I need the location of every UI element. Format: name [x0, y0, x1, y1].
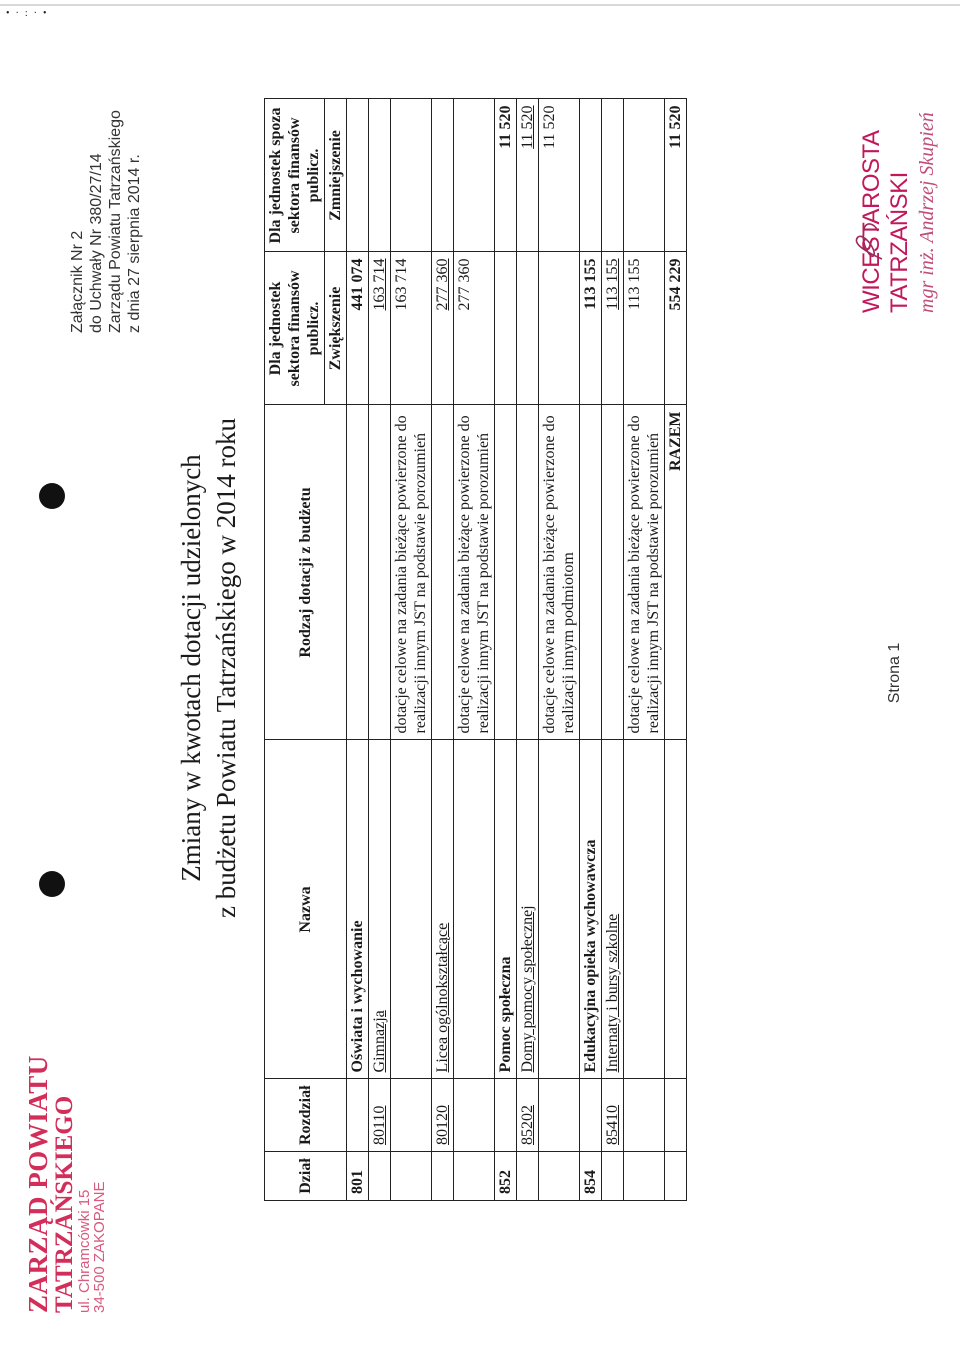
- cell-zwiekszenie: 113 155: [602, 252, 624, 405]
- cell-zmniejszenie: [454, 99, 495, 252]
- cell-rodzaj: [602, 405, 624, 740]
- total-zwiekszenie: 554 229: [665, 252, 687, 405]
- table-row: [602, 99, 624, 1201]
- cell-zmniejszenie: [369, 99, 391, 252]
- header-row-1: [265, 99, 325, 1201]
- cell-zmniejszenie: 11 520: [495, 99, 517, 252]
- cell-nazwa: [391, 740, 432, 1079]
- header-rodzaj: Rodzaj dotacji z budżetu: [265, 405, 347, 740]
- cell-dzial: [602, 1152, 624, 1201]
- cell-dzial: [454, 1152, 495, 1201]
- table-row: [580, 99, 602, 1201]
- cell-zmniejszenie: 11 520: [539, 99, 580, 252]
- table-row: [624, 99, 665, 1201]
- cell-rozdzial: [624, 1079, 665, 1152]
- document-title-line-1: Zmiany w kwotach dotacji udzielonych: [176, 454, 206, 882]
- table-row: [517, 99, 539, 1201]
- cell-rozdzial: 85410: [602, 1079, 624, 1152]
- cell-dzial: 854: [580, 1152, 602, 1201]
- cell-rozdzial: [580, 1079, 602, 1152]
- cell-zwiekszenie: 113 155: [624, 252, 665, 405]
- cell-rozdzial: [665, 1079, 687, 1152]
- header-zwiekszenie: Zwiększenie: [325, 252, 347, 405]
- table-row: [539, 99, 580, 1201]
- cell-nazwa: [624, 740, 665, 1079]
- header-rozdzial: Rozdział: [265, 1079, 347, 1152]
- cell-nazwa: Pomoc społeczna: [495, 740, 517, 1079]
- total-label: RAZEM: [665, 405, 687, 740]
- cell-nazwa: [665, 740, 687, 1079]
- table-row: [347, 99, 369, 1201]
- cell-dzial: 801: [347, 1152, 369, 1201]
- cell-rozdzial: 80120: [432, 1079, 454, 1152]
- cell-zwiekszenie: 163 714: [391, 252, 432, 405]
- cell-rodzaj: dotacje celowe na zadania bieżące powierzone do realizacji innym JST na podstawie porozumień: [624, 405, 665, 740]
- cell-rodzaj: [517, 405, 539, 740]
- cell-zwiekszenie: 163 714: [369, 252, 391, 405]
- table-row: [495, 99, 517, 1201]
- cell-zwiekszenie: [495, 252, 517, 405]
- cell-rozdzial: 80110: [369, 1079, 391, 1152]
- cell-nazwa: Edukacyjna opieka wychowawcza: [580, 740, 602, 1079]
- table-row: [369, 99, 391, 1201]
- cell-dzial: [624, 1152, 665, 1201]
- cell-rodzaj: [432, 405, 454, 740]
- document-title-line-2: z budżetu Powiatu Tatrzańskiego w 2014 roku: [211, 418, 241, 919]
- annex-reference: [68, 110, 144, 333]
- header-sektor: Dla jednostek sektora finansów publicz.: [265, 252, 325, 405]
- cell-zwiekszenie: [517, 252, 539, 405]
- signature-title: WICESTAROSTA TATRZAŃSKI: [858, 131, 913, 313]
- grants-table: [264, 98, 687, 1201]
- cell-nazwa: [539, 740, 580, 1079]
- cell-rozdzial: 85202: [517, 1079, 539, 1152]
- table-row: [391, 99, 432, 1201]
- office-stamp: [25, 1055, 107, 1313]
- cell-rodzaj: dotacje celowe na zadania bieżące powierzone do realizacji innym JST na podstawie porozumień: [454, 405, 495, 740]
- cell-rozdzial: [454, 1079, 495, 1152]
- annex-line-4: z dnia 27 sierpnia 2014 r.: [126, 154, 143, 333]
- header-zmniejszenie: Zmniejszenie: [325, 99, 347, 252]
- cell-rodzaj: dotacje celowe na zadania bieżące powierzone do realizacji innym podmiotom: [539, 405, 580, 740]
- signature-name: mgr inż. Andrzej Skupień: [916, 112, 938, 313]
- cell-zmniejszenie: [391, 99, 432, 252]
- cell-rozdzial: [391, 1079, 432, 1152]
- cell-rodzaj: [347, 405, 369, 740]
- header-nazwa: Nazwa: [265, 740, 347, 1079]
- cell-zwiekszenie: 277 360: [432, 252, 454, 405]
- cell-nazwa: Licea ogólnokształcące: [432, 740, 454, 1079]
- cell-zwiekszenie: 113 155: [580, 252, 602, 405]
- table-row: [454, 99, 495, 1201]
- handwritten-signature: [844, 201, 894, 321]
- annex-line-1: Załącznik Nr 2: [69, 230, 86, 333]
- cell-dzial: [391, 1152, 432, 1201]
- cell-dzial: [369, 1152, 391, 1201]
- cell-zwiekszenie: 441 074: [347, 252, 369, 405]
- total-row: [665, 99, 687, 1201]
- cell-zmniejszenie: [432, 99, 454, 252]
- cell-rodzaj: dotacje celowe na zadania bieżące powierzone do realizacji innym JST na podstawie porozumień: [391, 405, 432, 740]
- cell-nazwa: [454, 740, 495, 1079]
- cell-zmniejszenie: [624, 99, 665, 252]
- cell-dzial: 852: [495, 1152, 517, 1201]
- cell-zmniejszenie: [347, 99, 369, 252]
- table-row: [432, 99, 454, 1201]
- cell-nazwa: Internaty i bursy szkolne: [602, 740, 624, 1079]
- cell-rozdzial: [539, 1079, 580, 1152]
- header-dzial: Dział: [265, 1152, 347, 1201]
- stamp-line-1: ZARZĄD POWIATU: [23, 1055, 53, 1313]
- cell-rozdzial: [347, 1079, 369, 1152]
- cell-zmniejszenie: [580, 99, 602, 252]
- header-poza-sektorem: Dla jednostek spoza sektora finansów publicz.: [265, 99, 325, 252]
- cell-rodzaj: [369, 405, 391, 740]
- stamp-line-3: ul. Chramcówki 15: [76, 1189, 93, 1313]
- annex-line-3: Zarządu Powiatu Tatrzańskiego: [107, 110, 124, 333]
- total-zmniejszenie: 11 520: [665, 99, 687, 252]
- cell-dzial: [517, 1152, 539, 1201]
- cell-zwiekszenie: [539, 252, 580, 405]
- cell-zmniejszenie: [602, 99, 624, 252]
- cell-dzial: [432, 1152, 454, 1201]
- cell-rodzaj: [495, 405, 517, 740]
- cell-nazwa: Gimnazja: [369, 740, 391, 1079]
- page-number: Strona 1: [886, 642, 903, 704]
- cell-nazwa: Oświata i wychowanie: [347, 740, 369, 1079]
- cell-rozdzial: [495, 1079, 517, 1152]
- scan-specks: •·:·•: [6, 8, 53, 19]
- cell-dzial: [665, 1152, 687, 1201]
- stamp-line-4: 34-500 ZAKOPANE: [91, 1181, 108, 1313]
- cell-nazwa: Domy pomocy społecznej: [517, 740, 539, 1079]
- cell-zmniejszenie: 11 520: [517, 99, 539, 252]
- stamp-line-2: TATRZAŃSKIEGO: [51, 1095, 78, 1313]
- cell-zwiekszenie: 277 360: [454, 252, 495, 405]
- signature-block: [858, 0, 939, 313]
- cell-dzial: [539, 1152, 580, 1201]
- cell-rodzaj: [580, 405, 602, 740]
- annex-line-2: do Uchwały Nr 380/27/14: [88, 153, 105, 333]
